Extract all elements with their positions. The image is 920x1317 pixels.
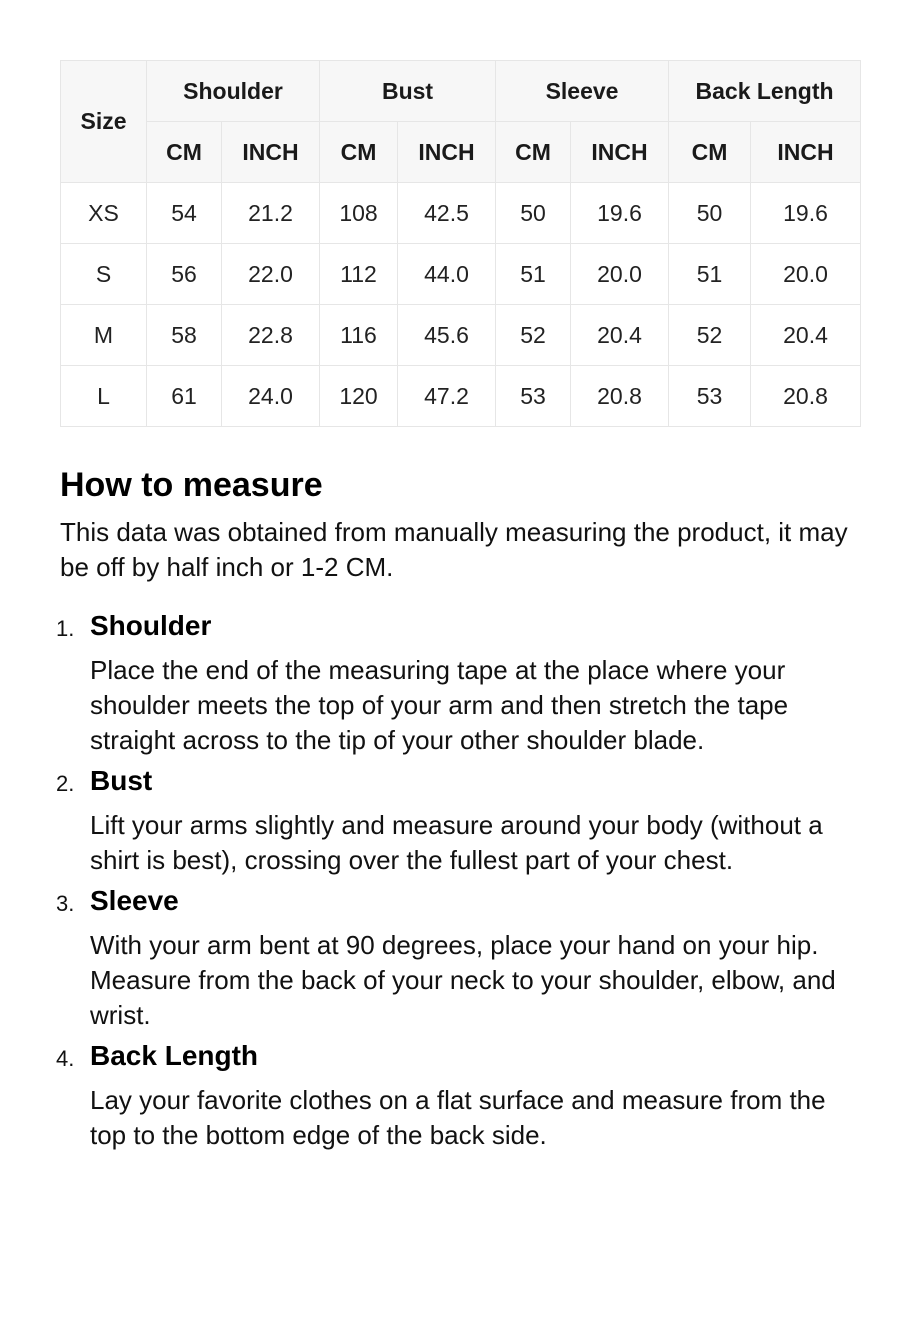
unit-header: INCH (222, 122, 320, 183)
table-cell: 20.0 (571, 244, 669, 305)
step-title-back-length: Back Length (90, 1040, 259, 1071)
table-row (61, 183, 861, 244)
table-cell: 20.0 (751, 244, 861, 305)
table-cell: 51 (669, 244, 751, 305)
table-cell: 58 (147, 305, 222, 366)
table-cell: 42.5 (398, 183, 496, 244)
size-cell: M (61, 305, 147, 366)
table-header-group-row (61, 61, 861, 122)
unit-header: CM (320, 122, 398, 183)
table-cell: 21.2 (222, 183, 320, 244)
step-title-sleeve: Sleeve (90, 885, 179, 916)
table-cell: 61 (147, 366, 222, 427)
group-header-shoulder: Shoulder (147, 61, 320, 122)
unit-header: CM (496, 122, 571, 183)
table-cell: 20.4 (571, 305, 669, 366)
list-item (56, 609, 860, 758)
how-to-measure-intro: This data was obtained from manually measuring the product, it may be off by half inch or 1-2 CM. (60, 517, 848, 582)
unit-header: INCH (571, 122, 669, 183)
table-row (61, 366, 861, 427)
table-cell: 44.0 (398, 244, 496, 305)
table-cell: 45.6 (398, 305, 496, 366)
table-row (61, 244, 861, 305)
table-cell: 112 (320, 244, 398, 305)
step-description: Lay your favorite clothes on a flat surface and measure from the top to the bottom edge of the back side. (90, 1085, 826, 1150)
table-cell: 54 (147, 183, 222, 244)
table-cell: 120 (320, 366, 398, 427)
size-cell: XS (61, 183, 147, 244)
size-column-header: Size (61, 61, 147, 183)
step-description: With your arm bent at 90 degrees, place your hand on your hip. Measure from the back of your neck to your shoulder, elbow, and wrist. (90, 930, 836, 1030)
size-guide (56, 60, 860, 1159)
table-cell: 47.2 (398, 366, 496, 427)
table-row (61, 305, 861, 366)
group-header-sleeve: Sleeve (496, 61, 669, 122)
table-cell: 20.4 (751, 305, 861, 366)
list-item (56, 764, 860, 878)
step-number: 1. (56, 616, 75, 641)
step-number: 2. (56, 771, 75, 796)
unit-header: INCH (751, 122, 861, 183)
group-header-bust: Bust (320, 61, 496, 122)
list-item (56, 884, 860, 1033)
table-cell: 20.8 (571, 366, 669, 427)
table-header-unit-row (61, 122, 861, 183)
table-cell: 53 (496, 366, 571, 427)
size-chart-table (60, 60, 861, 427)
table-cell: 116 (320, 305, 398, 366)
table-cell: 22.0 (222, 244, 320, 305)
unit-header: CM (147, 122, 222, 183)
table-cell: 56 (147, 244, 222, 305)
table-cell: 22.8 (222, 305, 320, 366)
step-title-bust: Bust (90, 765, 153, 796)
table-cell: 108 (320, 183, 398, 244)
step-description: Lift your arms slightly and measure around your body (without a shirt is best), crossing over the fullest part of your chest. (90, 810, 823, 875)
unit-header: CM (669, 122, 751, 183)
table-cell: 19.6 (751, 183, 861, 244)
unit-header: INCH (398, 122, 496, 183)
step-title-shoulder: Shoulder (90, 610, 212, 641)
list-item (56, 1039, 860, 1153)
table-cell: 50 (669, 183, 751, 244)
table-cell: 50 (496, 183, 571, 244)
size-cell: L (61, 366, 147, 427)
size-cell: S (61, 244, 147, 305)
table-cell: 19.6 (571, 183, 669, 244)
table-cell: 20.8 (751, 366, 861, 427)
group-header-back-length: Back Length (669, 61, 861, 122)
how-to-measure-title: How to measure (60, 466, 323, 504)
table-cell: 52 (496, 305, 571, 366)
step-number: 3. (56, 891, 75, 916)
step-description: Place the end of the measuring tape at the place where your shoulder meets the top of your arm and then stretch the tape straight across to the tip of your other shoulder blade. (90, 655, 789, 755)
table-cell: 52 (669, 305, 751, 366)
step-number: 4. (56, 1046, 75, 1071)
measure-steps-list (56, 609, 860, 1153)
table-cell: 24.0 (222, 366, 320, 427)
table-cell: 51 (496, 244, 571, 305)
table-cell: 53 (669, 366, 751, 427)
